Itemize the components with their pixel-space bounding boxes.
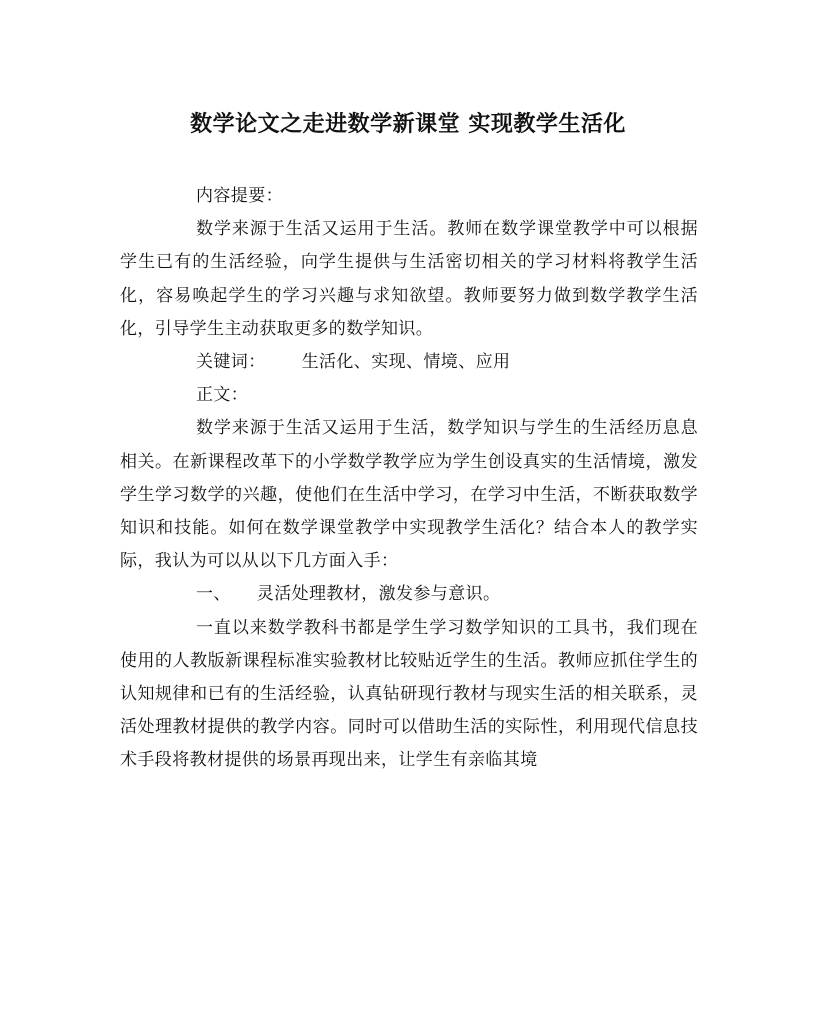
intro-paragraph: 数学来源于生活又运用于生活，数学知识与学生的生活经历息息相关。在新课程改革下的小学数学教学应为学生创设真实的生活情境，激发学生学习数学的兴趣，使他们在生活中学习，在学习中生活，不断获取数学知识和技能。如何在数学课堂教学中实现教学生活化？结合本人的教学实际，我认为可以从以下几方面入手： (120, 418, 698, 572)
section-number: 一、 (196, 584, 231, 605)
section-heading: 灵活处理教材，激发参与意识。 (256, 584, 501, 605)
body-label: 正文： (196, 385, 249, 406)
summary-paragraph: 数学来源于生活又运用于生活。教师在数学课堂教学中可以根据学生已有的生活经验，向学生提供与生活密切相关的学习材料将教学生活化，容易唤起学生的学习兴趣与求知欲望。教师要努力做到数学教学生活化，引导学生主动获取更多的数学知识。 (120, 219, 698, 339)
keywords-value: 生活化、实现、情境、应用 (301, 352, 511, 373)
section-paragraph: 一直以来数学教科书都是学生学习数学知识的工具书，我们现在使用的人教版新课程标准实验教材比较贴近学生的生活。教师应抓住学生的认知规律和已有的生活经验，认真钻研现行教材与现实生活的相关联系，灵活处理教材提供的教学内容。同时可以借助生活的实际性，利用现代信息技术手段将教材提供的场景再现出来，让学生有亲临其境 (120, 617, 698, 771)
section-heading-row (120, 578, 698, 611)
keywords-row (120, 346, 698, 379)
page-title: 数学论文之走进数学新课堂 实现教学生活化 (190, 111, 626, 137)
document-body (120, 180, 698, 778)
summary-label: 内容提要： (196, 186, 283, 206)
keywords-label: 关键词： (196, 352, 266, 373)
